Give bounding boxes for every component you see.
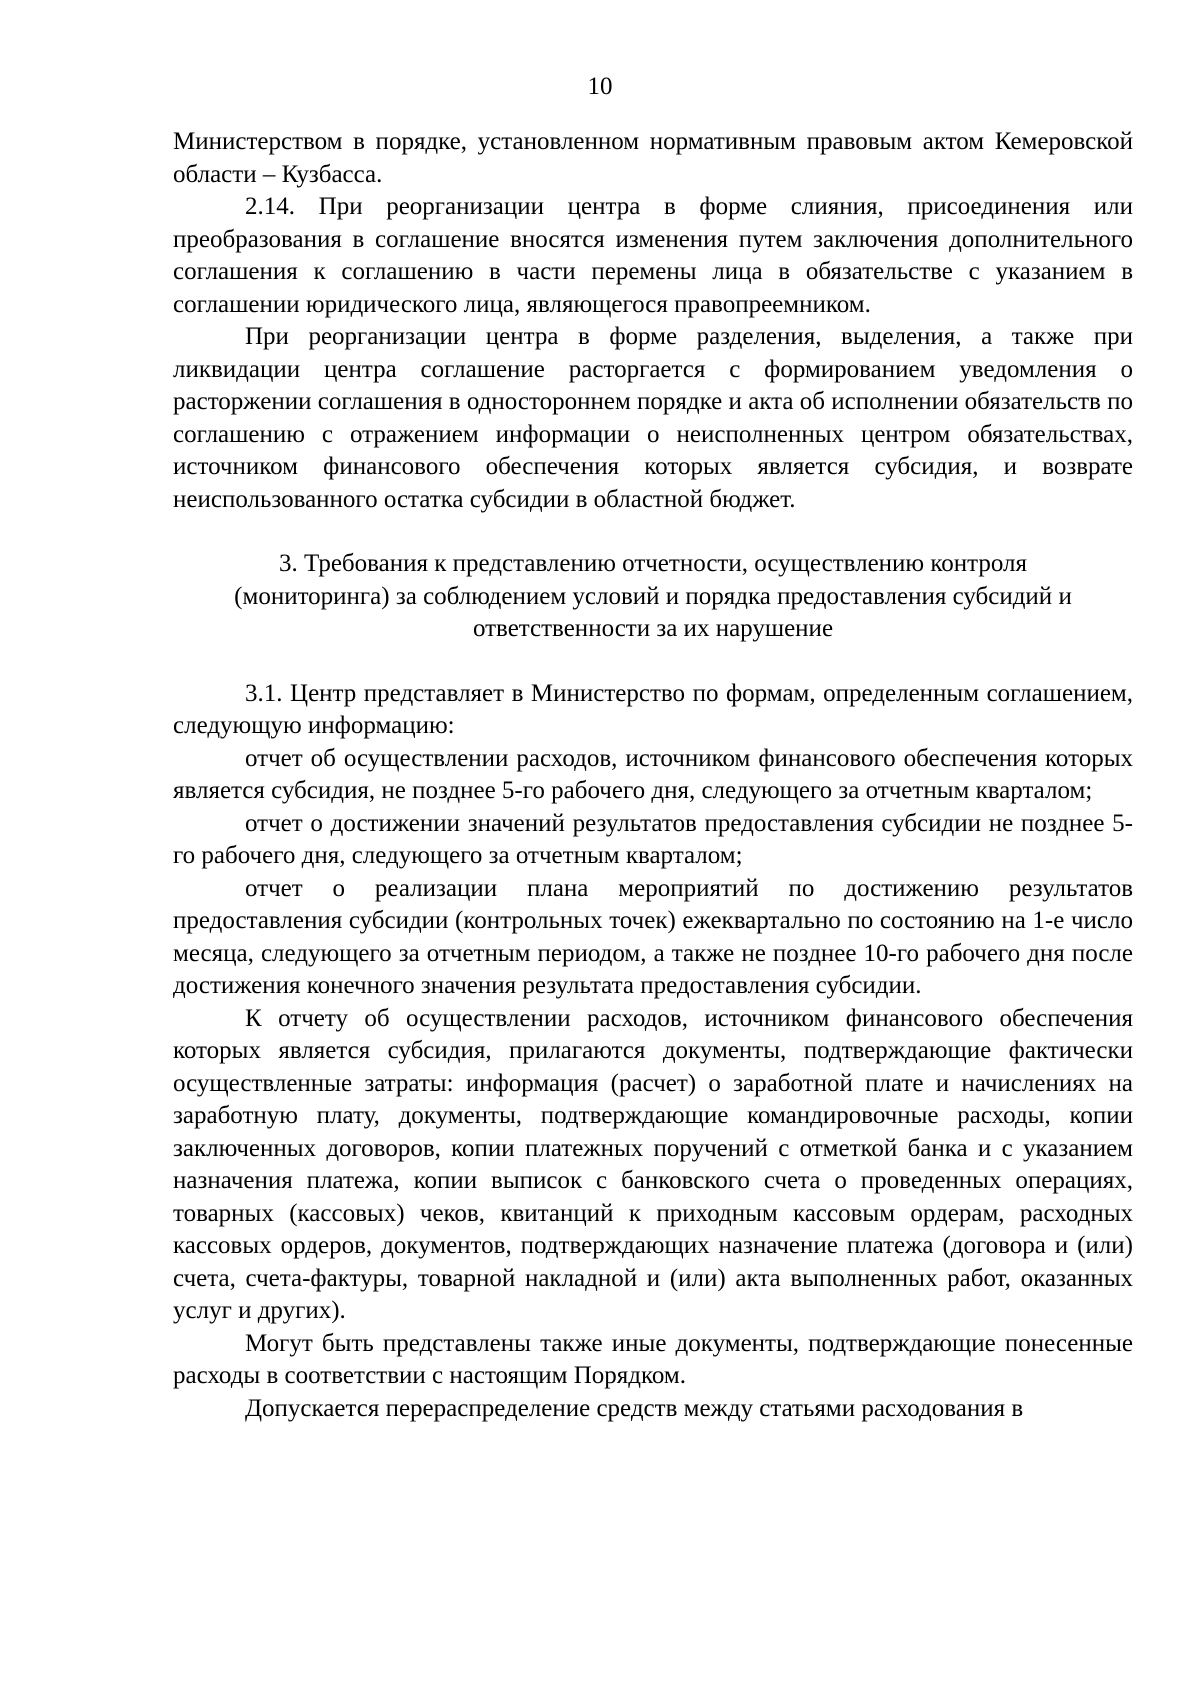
- document-body: [173, 126, 1133, 1425]
- section-3-heading-line-1: 3. Требования к представлению отчетности, осуществлению контроля: [279, 550, 1027, 577]
- paragraph-redistribution: Допускается перераспределение средств между статьями расходования в: [245, 1394, 1024, 1422]
- paragraph-report-results: отчет о достижении значений результатов предоставления субсидии не позднее 5-го рабочего дня, следующего за отчетным кварталом;: [173, 809, 1133, 869]
- paragraph-3-1: 3.1. Центр представляет в Министерство по формам, определенным соглашением, следующую информацию:: [173, 679, 1133, 739]
- section-3-heading-line-3: ответственности за их нарушение: [472, 615, 834, 642]
- paragraph-continuation: Министерством в порядке, установленном нормативным правовым актом Кемеровской области – Кузбасса.: [173, 128, 1133, 188]
- section-3-heading-line-2: (мониторинга) за соблюдением условий и порядка предоставления субсидий и: [234, 582, 1072, 610]
- paragraph-reorganization-liquidation: При реорганизации центра в форме разделения, выделения, а также при ликвидации центра соглашение расторгается с формированием уведомления о расторжении соглашения в одностороннем порядке и акта об исполнении обязательств по соглашению с отражением информации о неисполненных центром обязательствах, источником финансового обеспечения которых является субсидия, и возврате неиспользованного остатка субсидии в областной бюджет.: [173, 323, 1133, 513]
- paragraph-report-expenses: отчет об осуществлении расходов, источником финансового обеспечения которых является субсидия, не позднее 5-го рабочего дня, следующего за отчетным кварталом;: [173, 744, 1133, 804]
- paragraph-2-14: 2.14. При реорганизации центра в форме слияния, присоединения или преобразования в соглашение вносятся изменения путем заключения дополнительного соглашения к соглашению в части перемены лица в обязательстве с указанием в соглашении юридического лица, являющегося правопреемником.: [173, 193, 1133, 318]
- section-3-heading: [173, 548, 1133, 646]
- paragraph-attached-documents: К отчету об осуществлении расходов, источником финансового обеспечения которых является субсидия, прилагаются документы, подтверждающие фактически осуществленные затраты: информация (расчет) о заработной плате и начислениях на заработную плату, документы, подтверждающие командировочные расходы, копии заключенных договоров, копии платежных поручений с отметкой банка и с указанием назначения платежа, копии выписок с банковского счета о проведенных операциях, товарных (кассовых) чеков, квитанций к приходным кассовым ордерам, расходных кассовых ордеров, документов, подтверждающих назначение платежа (договора и (или) счета, счета-фактуры, товарной накладной и (или) акта выполненных работ, оказанных услуг и других).: [173, 1004, 1133, 1324]
- paragraph-report-plan: отчет о реализации плана мероприятий по достижению результатов предоставления субсидии (контрольных точек) ежеквартально по состоянию на 1-е число месяца, следующего за отчетным периодом, а также не позднее 10-го рабочего дня после достижения конечного значения результата предоставления субсидии.: [173, 874, 1133, 999]
- page-number: 10: [587, 73, 613, 100]
- paragraph-other-documents: Могут быть представлены также иные документы, подтверждающие понесенные расходы в соответствии с настоящим Порядком.: [173, 1329, 1133, 1389]
